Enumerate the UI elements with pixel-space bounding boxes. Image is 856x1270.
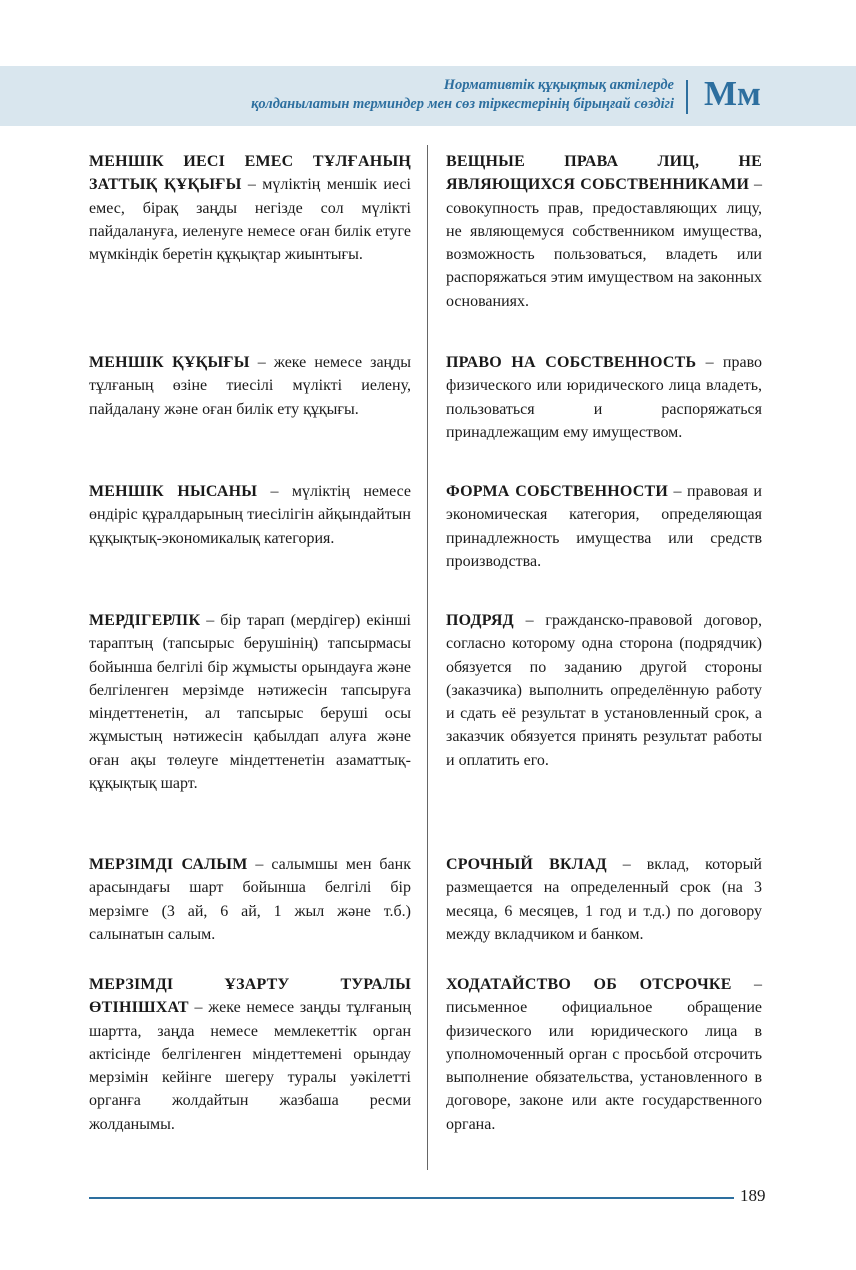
column-divider	[427, 145, 428, 1170]
running-header-line2: қолданылатын терминдер мен сөз тіркестерінің бірыңғай сөздігі	[251, 96, 674, 112]
term-ru: ХОДАТАЙСТВО ОБ ОТСРОЧКЕ	[446, 976, 732, 993]
definition-ru: – право физического или юридического лица владеть, пользоваться и распоряжаться принадлежащим ему имуществом.	[446, 354, 763, 441]
term-ru: ПОДРЯД	[446, 612, 514, 629]
definition-kk: – мүліктің немесе өндіріс құралдарының тиесілігін айқындайтын құқықтық-экономикалық категория.	[89, 483, 411, 547]
term-kk: МЕРДІГЕРЛІК	[89, 612, 201, 629]
term-ru: ВЕЩНЫЕ ПРАВА ЛИЦ, НЕ ЯВЛЯЮЩИХСЯ СОБСТВЕННИКАМИ	[446, 153, 762, 194]
term-kk: МЕНШІК ИЕСІ ЕМЕС ТҰЛҒАНЫҢ ЗАТТЫҚ ҚҰҚЫҒЫ	[89, 153, 411, 194]
running-header-line1: Нормативтік құқықтық актілерде	[443, 77, 674, 93]
entry-kk-4	[89, 609, 411, 795]
entry-ru-1	[446, 150, 762, 313]
definition-ru: – правовая и экономическая категория, определяющая принадлежность имущества или средств производства.	[446, 483, 762, 570]
definition-kk: – салымшы мен банк арасындағы шарт бойынша белгілі бір мерзімге (3 ай, 6 ай, 1 жыл және т.б.) салынатын салым.	[89, 856, 411, 943]
page-number: 189	[740, 1186, 766, 1205]
definition-kk: – мүліктің меншік иесі емес, бірақ заңды негізде сол мүлікті пайдалануға, иеленуге немесе оған билік етуге мүмкіндік беретін құқықтар жиынтығы.	[89, 176, 411, 264]
entry-kk-3	[89, 480, 411, 550]
term-kk: МЕНШІК НЫСАНЫ	[89, 483, 258, 500]
entry-kk-5	[89, 853, 411, 946]
term-kk: МЕРЗІМДІ ҰЗАРТУ ТУРАЛЫ ӨТІНІШХАТ	[89, 976, 411, 1017]
definition-kk: – бір тарап (мердігер) екінші тараптың (тапсырыс берушінің) тапсырмасы бойынша белгілі бір жұмысты орындауға және белгіленген мерзімде нәтижесін тапсыруға міндеттенетін, ал тапсырыс беруші осы жұмыстың нәтижесін қабылдап алуға және оған ақы төлеуге міндеттенетін азаматтық-құқықтық шарт.	[89, 612, 411, 793]
entry-ru-6	[446, 973, 762, 1136]
entry-kk-2	[89, 351, 411, 421]
entry-ru-3	[446, 480, 762, 573]
running-header-title	[251, 76, 674, 114]
definition-kk: – жеке немесе заңды тұлғаның шартта, заңда немесе мемлекеттік орган актісінде белгіленген міндеттемені орындау мерзімін кейінге шегеру туралы уәкілетті органға жолдайтын жазбаша ресми жолданымы.	[89, 999, 411, 1133]
definition-kk: – жеке немесе заңды тұлғаның өзіне тиесілі мүлікті иелену, пайдалану және оған билік ету құқығы.	[89, 354, 412, 418]
definition-ru: – совокупность прав, предоставляющих лицу, не являющемуся собственником имущества, возможность пользоваться, владеть или распоряжаться этим имуществом на законных основаниях.	[446, 176, 762, 310]
footer-rule	[89, 1197, 734, 1199]
header-separator	[686, 80, 688, 114]
entry-kk-1	[89, 150, 411, 266]
definition-ru: – гражданско-правовой договор, согласно которому одна сторона (подрядчик) обязуется по заданию другой стороны (заказчика) выполнить определённую работу и сдать её результат в установленный срок, а заказчик обязуется принять результат работы и оплатить его.	[446, 612, 762, 769]
definition-ru: – вклад, который размещается на определенный срок (на 3 месяца, 6 месяцев, 1 год и т.д.) по договору между вкладчиком и банком.	[446, 856, 762, 943]
entry-ru-5	[446, 853, 762, 946]
entry-ru-4	[446, 609, 762, 772]
entry-kk-6	[89, 973, 411, 1136]
definition-ru: – письменное официальное обращение физического или юридического лица в уполномоченный орган с просьбой отсрочить выполнение обязательства, установленного в договоре, законе или акте государственного органа.	[446, 976, 763, 1133]
term-ru: СРОЧНЫЙ ВКЛАД	[446, 856, 607, 873]
term-kk: МЕРЗІМДІ САЛЫМ	[89, 856, 248, 873]
section-letter: Мм	[704, 74, 761, 113]
term-kk: МЕНШІК ҚҰҚЫҒЫ	[89, 354, 250, 371]
term-ru: ПРАВО НА СОБСТВЕННОСТЬ	[446, 354, 697, 371]
entry-ru-2	[446, 351, 762, 444]
term-ru: ФОРМА СОБСТВЕННОСТИ	[446, 483, 669, 500]
